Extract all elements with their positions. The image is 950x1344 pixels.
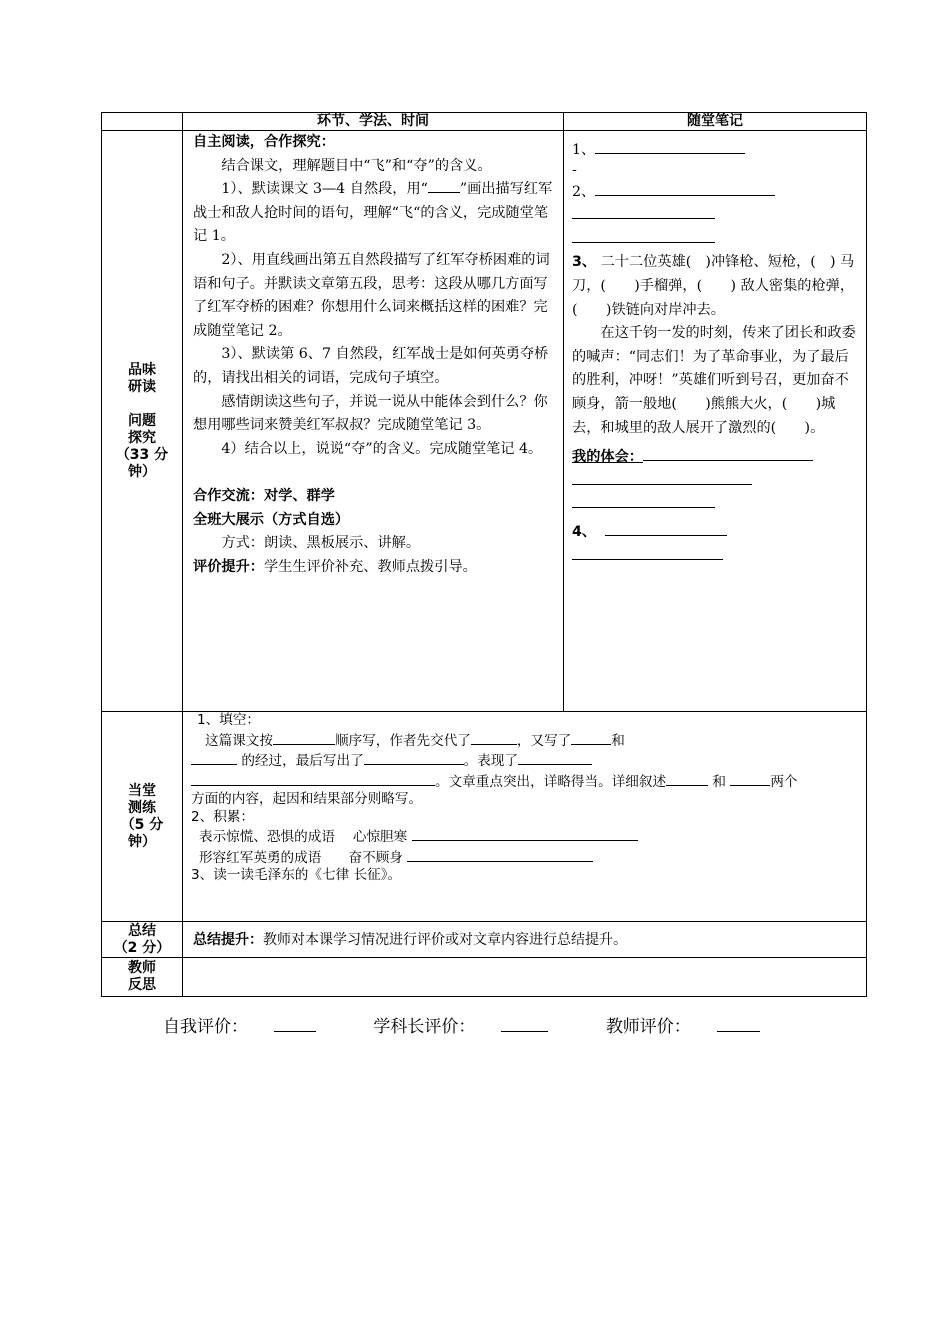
- paragraph: 2）、用直线画出第五自然段描写了红军夺桥困难的词语和句子。并默读文章第五段，思考：这段从哪几方面写了红军夺桥的困难？你想用什么词来概括这样的困难？完成随堂笔记 2。: [193, 251, 550, 339]
- lesson-plan-table: [101, 112, 867, 997]
- note-1: 1、: [572, 139, 860, 163]
- paragraph: 1）、默读课文 3—4 自然段，用“ ”画出描写红军战士和敌人抢时间的语句，理解“飞“的含义，完成随堂笔记 1。: [193, 178, 557, 249]
- summary-cell: 总结提升：教师对本课学习情况进行评价或对文章内容进行总结提升。: [183, 922, 867, 958]
- note-4: 4、: [572, 521, 860, 545]
- fill-line: 这篇课文按 顺序写，作者先交代了 ，又写了 和: [191, 730, 862, 751]
- paragraph: 4）结合以上，说说“夺”的含义。完成随堂笔记 4。: [221, 440, 543, 457]
- section-heading: 自主阅读，合作探究：: [193, 134, 335, 150]
- practice-cell: 1、填空： 这篇课文按 顺序写，作者先交代了 ，又写了 和 的经过，最后写出了 。表现了 。文章重点突出，详略得当。详细叙述 和 两个 方面的内容，起因和结果部分则略写。 2、积累： 表示惊慌、恐惧的成语 心惊胆寒 形容红军英勇的成语 奋不顾身 3、读一读毛泽东的《七律 长征》。: [183, 712, 867, 922]
- accumulate-1: 表示惊慌、恐惧的成语 心惊胆寒: [191, 826, 862, 847]
- header-steps: 环节、学法、时间: [183, 113, 564, 131]
- show-line: 全班大展示（方式自选）: [193, 511, 350, 528]
- teacher-eval: 教师评价：: [606, 1017, 786, 1037]
- accumulate-2: 形容红军英勇的成语 奋不顾身: [191, 847, 862, 868]
- paragraph: 感情朗读这些句子，并说一说从中能体会到什么？你想用哪些词来赞美红军叔叔？完成随堂笔记 3。: [193, 393, 548, 434]
- paragraph: 结合课文，理解题目中“飞”和“夺”的含义。: [221, 157, 492, 174]
- note-2: 2、: [572, 181, 860, 205]
- note-3-paragraph: 在这千钧一发的时刻，传来了团长和政委的喊声：“同志们！为了革命事业，为了最后的胜利，冲呀！”英雄们听到号召，更加奋不顾身，箭一般地( )熊熊大火，( )城去，和城里的敌人展开了激烈的( )。: [572, 325, 856, 436]
- fill-line: 。文章重点突出，详略得当。详细叙述 和 两个: [191, 771, 862, 792]
- paragraph: 3）、默读第 6、7 自然段，红军战士是如何英勇夺桥的，请找出相关的词语，完成句子填空。: [193, 346, 549, 386]
- header-empty-cell: [102, 113, 183, 131]
- notes-cell: 1、 - 2、 3、 二十二位英雄( )冲锋枪、短枪，( ) 马刀，( )手榴弹，( ) 敌人密集的枪弹，( )铁链向对岸冲去。 在这千钧一发的时刻，传来了团长和政委的喊声：“同志们！为了革命事业，为了最后的胜利，冲呀！”英雄们听到号召，更加奋不顾身，箭一般地( )熊熊大火，( )城去，和城里的敌人展开了激烈的( )。 我的体会： 4、: [564, 131, 867, 712]
- self-eval: 自我评价：: [163, 1017, 342, 1037]
- feel-line: 我的体会：: [572, 446, 860, 470]
- method-line: 方式：朗读、黑板展示、讲解。: [221, 535, 421, 552]
- section-label-practice: 当堂 测练 （5 分 钟）: [102, 712, 183, 922]
- evaluation-footer: [163, 1012, 812, 1037]
- steps-cell: [183, 131, 564, 712]
- head-eval: 学科长评价：: [373, 1017, 574, 1037]
- fill-line: 的经过，最后写出了 。表现了: [191, 750, 862, 771]
- note-3: 3、 二十二位英雄( )冲锋枪、短枪，( ) 马刀，( )手榴弹，( ) 敌人密集的枪弹，( )铁链向对岸冲去。: [572, 254, 855, 318]
- eval-line: 评价提升：学生生评价补充、教师点拨引导。: [193, 558, 477, 575]
- section-label-reflection: 教师 反思: [102, 958, 183, 997]
- reflection-cell: [183, 958, 867, 997]
- header-notes: 随堂笔记: [564, 113, 867, 131]
- section-label-reading: 品味 研读 问题 探究 （33 分 钟）: [102, 131, 183, 712]
- section-label-summary: 总结 （2 分）: [102, 922, 183, 958]
- coop-line: 合作交流：对学、群学: [193, 487, 335, 504]
